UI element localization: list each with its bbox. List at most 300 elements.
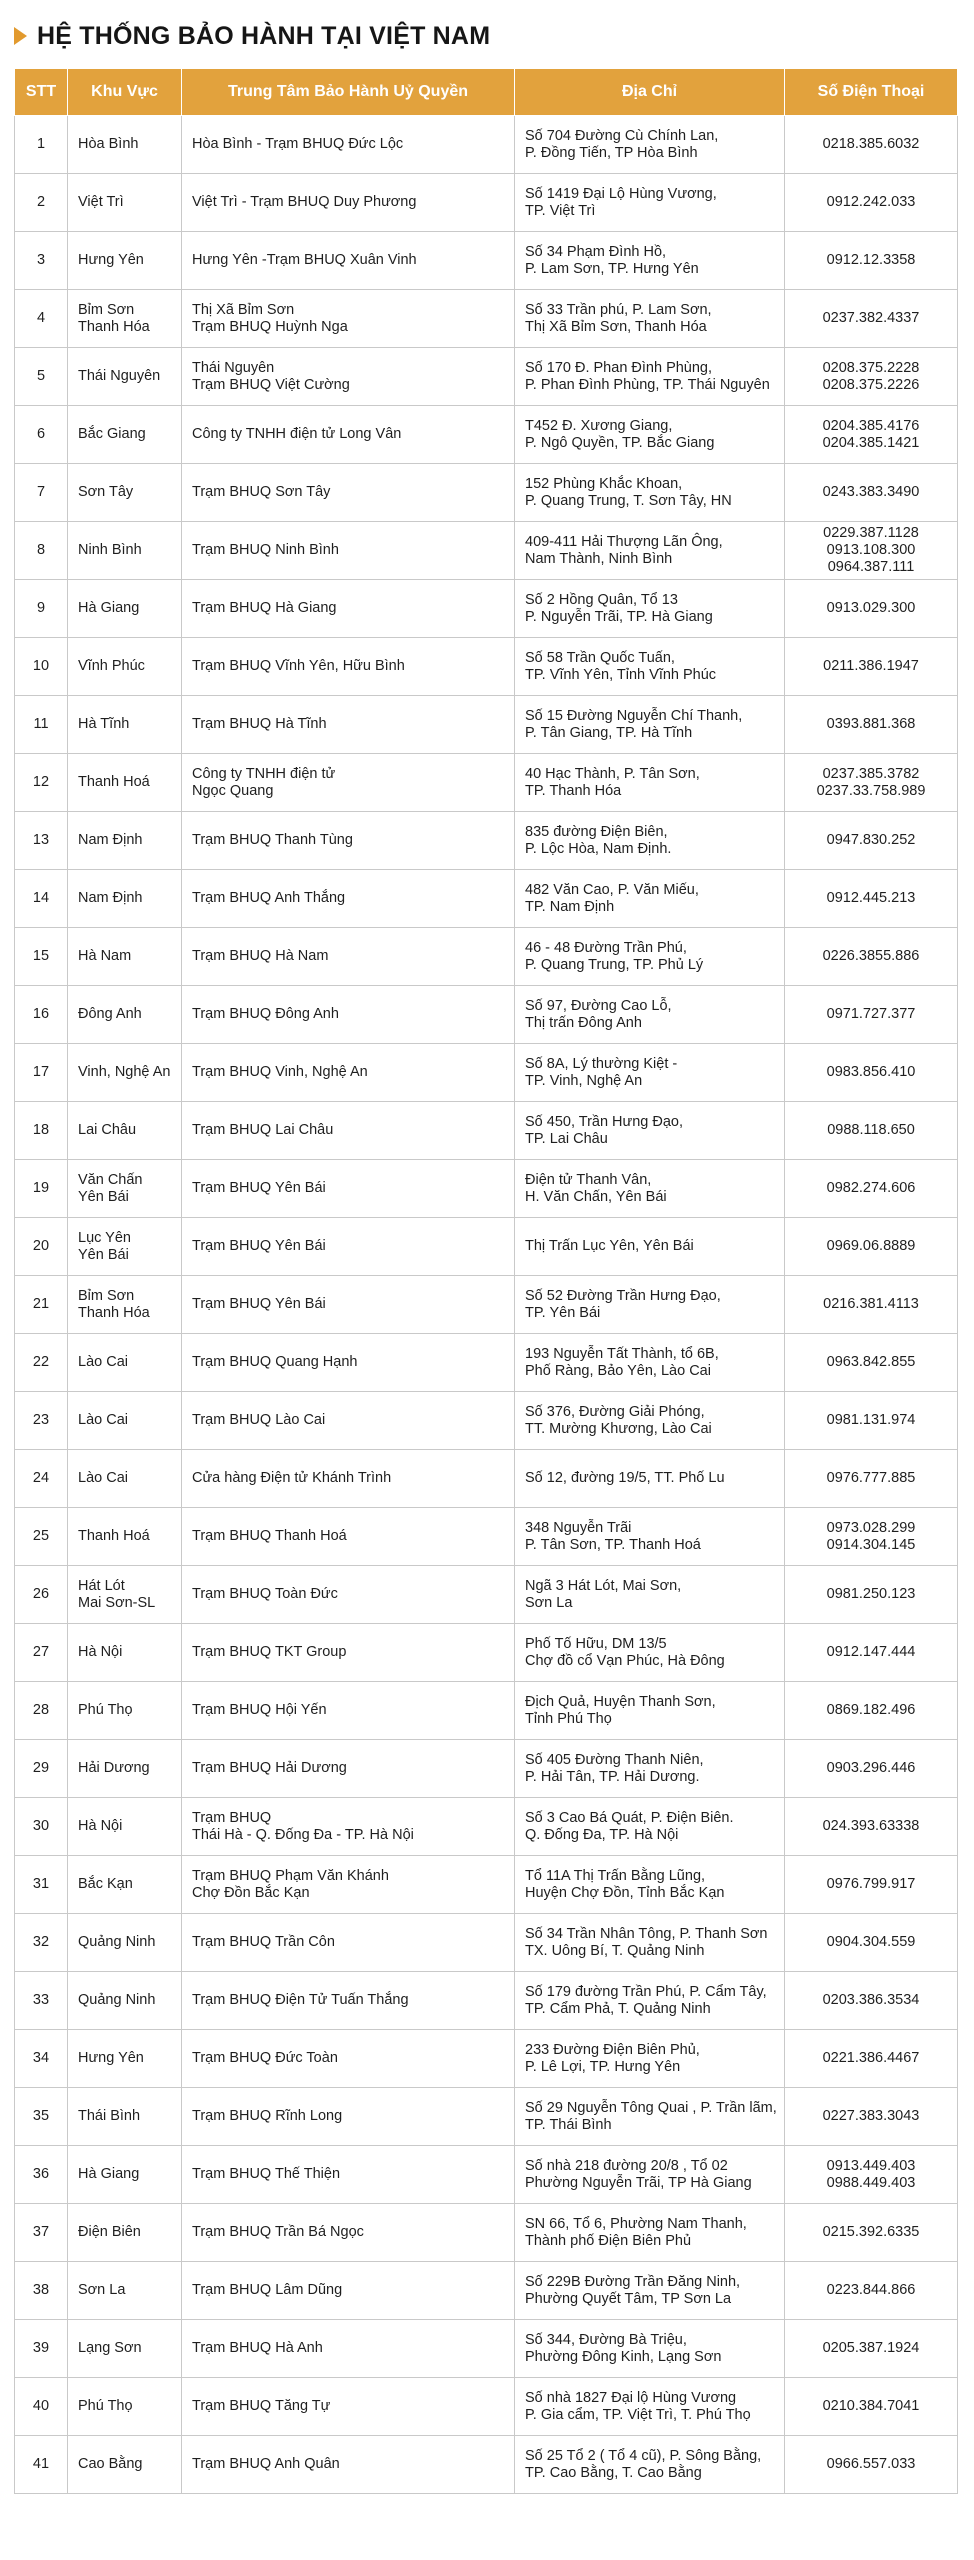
row-region (68, 1566, 182, 1624)
row-phone-line: 0204.385.1421 (822, 434, 920, 451)
row-region-line: Hà Nội (78, 1818, 123, 1834)
row-phone-line: 0226.3855.886 (822, 948, 920, 964)
row-address-line: Số 405 Đường Thanh Niên, (525, 1751, 704, 1768)
row-center (182, 1276, 515, 1334)
row-center (182, 754, 515, 812)
row-address-line: 348 Nguyễn Trãi (525, 1519, 632, 1536)
row-region-line: Bắc Giang (78, 426, 146, 442)
row-center (182, 1624, 515, 1682)
row-center-line: Trạm BHUQ Lai Châu (192, 1122, 334, 1138)
row-stt: 27 (15, 1624, 68, 1682)
row-address (515, 638, 785, 696)
row-phone (785, 580, 958, 638)
row-phone-line: 0208.375.2226 (822, 376, 920, 393)
table-body (15, 116, 958, 2494)
row-center-line: Trạm BHUQ TKT Group (192, 1644, 347, 1660)
row-region (68, 348, 182, 406)
row-region (68, 2204, 182, 2262)
row-stt: 35 (15, 2088, 68, 2146)
row-stt: 29 (15, 1740, 68, 1798)
row-region-line: Lạng Sơn (78, 2340, 142, 2356)
row-phone (785, 464, 958, 522)
row-region-line: Hà Giang (78, 2166, 140, 2182)
row-phone-line: 0913.449.403 (826, 2157, 916, 2174)
table-row (15, 1160, 958, 1218)
row-region-line: Lào Cai (78, 1470, 128, 1486)
row-region (68, 870, 182, 928)
row-center-line: Trạm BHUQ Thanh Tùng (192, 832, 353, 848)
row-address-line: TP. Vĩnh Yên, Tỉnh Vĩnh Phúc (525, 666, 717, 683)
row-center (182, 928, 515, 986)
row-phone (785, 754, 958, 812)
table-row (15, 1740, 958, 1798)
row-phone-line: 0912.147.444 (826, 1644, 916, 1660)
row-stt: 19 (15, 1160, 68, 1218)
row-stt: 4 (15, 290, 68, 348)
row-phone-line: 0869.182.496 (826, 1702, 916, 1718)
row-address-line: P. Nguyễn Trãi, TP. Hà Giang (525, 608, 713, 625)
row-address-line: Số 8A, Lý thường Kiệt - (525, 1055, 678, 1072)
row-phone-line: 0237.382.4337 (822, 310, 920, 326)
row-phone (785, 1334, 958, 1392)
row-stt: 9 (15, 580, 68, 638)
row-center (182, 1508, 515, 1566)
row-center (182, 2088, 515, 2146)
row-region (68, 2088, 182, 2146)
row-address (515, 174, 785, 232)
row-center-line: Trạm BHUQ Anh Thắng (192, 890, 346, 906)
row-phone-line: 0947.830.252 (826, 832, 916, 848)
row-phone (785, 2436, 958, 2494)
row-region-line: Thái Nguyên (78, 368, 161, 384)
row-address (515, 2030, 785, 2088)
row-address-line: Thị Xã Bỉm Sơn, Thanh Hóa (525, 318, 707, 335)
row-address (515, 1102, 785, 1160)
table-row (15, 348, 958, 406)
table-row (15, 522, 958, 580)
row-address-line: Số 704 Đường Cù Chính Lan, (525, 127, 719, 144)
row-center (182, 1334, 515, 1392)
row-center (182, 2146, 515, 2204)
row-stt: 6 (15, 406, 68, 464)
row-region (68, 2262, 182, 2320)
row-address-line: Phố Tố Hữu, DM 13/5 (525, 1635, 667, 1652)
row-phone-line: 0963.842.855 (826, 1354, 916, 1370)
table-row (15, 464, 958, 522)
row-stt: 39 (15, 2320, 68, 2378)
row-phone (785, 2146, 958, 2204)
row-phone-line: 0983.856.410 (826, 1064, 916, 1080)
row-address-line: Địch Quả, Huyện Thanh Sơn, (525, 1693, 716, 1710)
row-address-line: Số nhà 218 đường 20/8 , Tổ 02 (525, 2157, 728, 2174)
row-address-line: SN 66, Tổ 6, Phường Nam Thanh, (525, 2215, 747, 2232)
row-stt: 26 (15, 1566, 68, 1624)
row-phone (785, 1798, 958, 1856)
row-stt: 18 (15, 1102, 68, 1160)
row-address-line: Số 2 Hồng Quân, Tổ 13 (525, 591, 678, 608)
row-address (515, 2146, 785, 2204)
header-center: Trung Tâm Bảo Hành Uỷ Quyền (182, 69, 515, 116)
row-region-line: Mai Sơn-SL (78, 1594, 156, 1611)
row-address (515, 464, 785, 522)
row-address (515, 2320, 785, 2378)
row-phone (785, 2088, 958, 2146)
row-center (182, 1740, 515, 1798)
row-phone (785, 2320, 958, 2378)
table-row (15, 232, 958, 290)
row-address (515, 1450, 785, 1508)
row-address-line: P. Gia cẩm, TP. Việt Trì, T. Phú Thọ (525, 2406, 751, 2423)
row-phone (785, 696, 958, 754)
table-row (15, 406, 958, 464)
row-address-line: P. Lộc Hòa, Nam Định. (525, 840, 672, 857)
row-address (515, 1972, 785, 2030)
row-address (515, 580, 785, 638)
row-address-line: Số 179 đường Trần Phú, P. Cẩm Tây, (525, 1983, 767, 2000)
row-region (68, 522, 182, 580)
row-address-line: P. Tân Sơn, TP. Thanh Hoá (525, 1536, 701, 1553)
row-phone-line: 0988.118.650 (827, 1122, 915, 1138)
row-phone-line: 0204.385.4176 (822, 417, 920, 434)
row-phone-line: 0981.250.123 (826, 1586, 916, 1602)
row-phone (785, 232, 958, 290)
row-center-line: Trạm BHUQ Hội Yến (192, 1702, 327, 1718)
row-stt: 24 (15, 1450, 68, 1508)
row-address-line: Số 52 Đường Trần Hưng Đạo, (525, 1287, 721, 1304)
row-address-line: P. Quang Trung, TP. Phủ Lý (525, 956, 704, 973)
row-center-line: Trạm BHUQ Quang Hạnh (192, 1354, 358, 1370)
row-center-line: Trạm BHUQ Lâm Dũng (192, 2282, 343, 2298)
row-region (68, 1914, 182, 1972)
row-center-line: Trạm BHUQ Hải Dương (192, 1760, 347, 1776)
row-address-line: Phường Nguyễn Trãi, TP Hà Giang (525, 2174, 752, 2191)
row-address-line: Nam Thành, Ninh Bình (525, 550, 673, 567)
row-region (68, 2378, 182, 2436)
row-center (182, 174, 515, 232)
row-center (182, 1160, 515, 1218)
row-phone (785, 1392, 958, 1450)
row-address (515, 2378, 785, 2436)
row-phone-line: 024.393.63338 (822, 1818, 920, 1834)
row-region-line: Lào Cai (78, 1412, 128, 1428)
row-phone (785, 1450, 958, 1508)
row-phone-line: 0912.12.3358 (826, 252, 916, 268)
row-address-line: 40 Hạc Thành, P. Tân Sơn, (525, 765, 700, 782)
row-region-line: Hòa Bình (78, 136, 139, 152)
table-row (15, 290, 958, 348)
row-stt: 41 (15, 2436, 68, 2494)
table-row (15, 1508, 958, 1566)
row-phone-line: 0243.383.3490 (822, 484, 920, 500)
row-center (182, 2436, 515, 2494)
row-region-line: Thanh Hóa (78, 318, 150, 335)
row-phone (785, 1856, 958, 1914)
row-center-line: Trạm BHUQ Lào Cai (192, 1412, 326, 1428)
row-region-line: Thanh Hoá (78, 1528, 150, 1544)
row-phone-line: 0218.385.6032 (822, 136, 920, 152)
row-region-line: Ninh Bình (78, 542, 142, 558)
row-region-line: Hưng Yên (78, 252, 144, 268)
page-title: HỆ THỐNG BẢO HÀNH TẠI VIỆT NAM (37, 21, 491, 50)
row-phone (785, 1218, 958, 1276)
row-region (68, 1508, 182, 1566)
row-address-line: Số 15 Đường Nguyễn Chí Thanh, (525, 707, 743, 724)
row-address-line: P. Ngô Quyền, TP. Bắc Giang (525, 434, 715, 451)
table-row (15, 1798, 958, 1856)
row-center (182, 638, 515, 696)
row-stt: 11 (15, 696, 68, 754)
row-center-line: Trạm BHUQ Vinh, Nghệ An (192, 1064, 368, 1080)
row-phone-line: 0229.387.1128 (823, 525, 919, 541)
row-address-line: Số 34 Trần Nhân Tông, P. Thanh Sơn (525, 1925, 768, 1942)
row-address (515, 812, 785, 870)
row-center-line: Ngọc Quang (192, 782, 274, 799)
row-address (515, 1044, 785, 1102)
row-address (515, 1682, 785, 1740)
row-phone-line: 0223.844.866 (826, 2282, 916, 2298)
row-address-line: 152 Phùng Khắc Khoan, (525, 475, 683, 492)
row-phone-line: 0913.029.300 (826, 600, 916, 616)
row-phone (785, 522, 958, 580)
row-region (68, 1334, 182, 1392)
row-region-line: Thái Bình (78, 2108, 141, 2124)
table-row (15, 174, 958, 232)
row-center (182, 2320, 515, 2378)
row-address-line: TP. Yên Bái (525, 1304, 601, 1321)
row-stt: 36 (15, 2146, 68, 2204)
table-row (15, 580, 958, 638)
row-region (68, 1798, 182, 1856)
row-region (68, 1682, 182, 1740)
row-address-line: TP. Việt Trì (525, 202, 596, 219)
row-center (182, 986, 515, 1044)
row-address-line: Số 97, Đường Cao Lỗ, (525, 997, 672, 1014)
table-row (15, 638, 958, 696)
row-address (515, 1798, 785, 1856)
row-region-line: Nam Định (78, 832, 143, 848)
row-phone (785, 348, 958, 406)
row-address (515, 348, 785, 406)
table-row (15, 2262, 958, 2320)
row-phone (785, 1508, 958, 1566)
row-center (182, 232, 515, 290)
table-row (15, 1334, 958, 1392)
row-stt: 38 (15, 2262, 68, 2320)
table-row (15, 986, 958, 1044)
row-region-line: Sơn Tây (78, 484, 134, 500)
row-address (515, 1334, 785, 1392)
row-stt: 37 (15, 2204, 68, 2262)
row-address-line: 409-411 Hải Thượng Lãn Ông, (525, 533, 723, 550)
row-phone-line: 0237.385.3782 (822, 765, 920, 782)
table-row (15, 1276, 958, 1334)
table-row (15, 1566, 958, 1624)
table-row (15, 696, 958, 754)
row-address-line: TP. Lai Châu (525, 1130, 608, 1147)
row-phone (785, 290, 958, 348)
row-stt: 40 (15, 2378, 68, 2436)
row-phone (785, 1044, 958, 1102)
row-region (68, 1276, 182, 1334)
row-address-line: Số 33 Trần phú, P. Lam Sơn, (525, 301, 712, 318)
row-region-line: Văn Chấn (78, 1171, 143, 1188)
row-center-line: Trạm BHUQ Yên Bái (192, 1296, 326, 1312)
row-phone-line: 0971.727.377 (826, 1006, 916, 1022)
row-phone (785, 2378, 958, 2436)
row-region (68, 290, 182, 348)
row-phone-line: 0982.274.606 (826, 1180, 916, 1196)
row-center-line: Trạm BHUQ Anh Quân (192, 2456, 340, 2472)
table-row (15, 1624, 958, 1682)
row-region (68, 754, 182, 812)
row-address-line: 835 đường Điện Biên, (525, 823, 668, 840)
warranty-table (14, 68, 958, 2494)
row-region (68, 638, 182, 696)
row-region (68, 1392, 182, 1450)
row-center-line: Trạm BHUQ Rĩnh Long (192, 2108, 343, 2124)
row-center-line: Thái Hà - Q. Đống Đa - TP. Hà Nội (192, 1826, 414, 1843)
row-phone-line: 0216.381.4113 (823, 1296, 919, 1312)
row-stt: 8 (15, 522, 68, 580)
row-phone (785, 2204, 958, 2262)
row-phone (785, 2262, 958, 2320)
row-address (515, 986, 785, 1044)
table-row (15, 1218, 958, 1276)
table-header-row (15, 69, 958, 116)
row-address-line: Tỉnh Phú Thọ (525, 1710, 612, 1727)
row-address-line: P. Lê Lợi, TP. Hưng Yên (525, 2058, 681, 2075)
row-phone-line: 0903.296.446 (826, 1760, 916, 1776)
row-region (68, 2146, 182, 2204)
row-center-line: Trạm BHUQ Thanh Hoá (192, 1528, 347, 1544)
row-center-line: Trạm BHUQ Phạm Văn Khánh (192, 1867, 389, 1884)
row-stt: 22 (15, 1334, 68, 1392)
row-phone (785, 1566, 958, 1624)
row-phone (785, 1682, 958, 1740)
row-address-line: P. Phan Đình Phùng, TP. Thái Nguyên (525, 376, 770, 393)
row-region (68, 1624, 182, 1682)
row-region (68, 2030, 182, 2088)
row-phone-line: 0966.557.033 (826, 2456, 916, 2472)
row-center (182, 2378, 515, 2436)
row-phone (785, 1276, 958, 1334)
row-stt: 30 (15, 1798, 68, 1856)
row-phone-line: 0221.386.4467 (822, 2050, 920, 2066)
row-phone (785, 1624, 958, 1682)
row-center (182, 1102, 515, 1160)
row-address-line: Điện tử Thanh Vân, (525, 1171, 652, 1188)
row-phone (785, 406, 958, 464)
title-bar (14, 18, 490, 54)
row-phone-line: 0981.131.974 (826, 1412, 916, 1428)
row-address-line: Phường Đông Kinh, Lạng Sơn (525, 2348, 722, 2365)
row-region-line: Thanh Hoá (78, 774, 150, 790)
row-region (68, 1740, 182, 1798)
row-region (68, 986, 182, 1044)
row-address-line: Số 3 Cao Bá Quát, P. Điện Biên. (525, 1809, 734, 1826)
row-region-line: Quảng Ninh (78, 1992, 156, 2008)
row-address-line: TT. Mường Khương, Lào Cai (525, 1420, 712, 1437)
row-region-line: Hưng Yên (78, 2050, 144, 2066)
row-stt: 3 (15, 232, 68, 290)
row-address-line: Tổ 11A Thị Trấn Bằng Lũng, (525, 1867, 706, 1884)
table-row (15, 2146, 958, 2204)
row-phone-line: 0237.33.758.989 (816, 782, 926, 799)
row-center-line: Hòa Bình - Trạm BHUQ Đức Lộc (192, 136, 404, 152)
row-stt: 31 (15, 1856, 68, 1914)
row-stt: 7 (15, 464, 68, 522)
row-region-line: Nam Định (78, 890, 143, 906)
row-address-line: Phường Quyết Tâm, TP Sơn La (525, 2290, 732, 2307)
table-row (15, 812, 958, 870)
row-stt: 33 (15, 1972, 68, 2030)
row-address-line: Số nhà 1827 Đại lộ Hùng Vương (525, 2389, 737, 2406)
row-address-line: TX. Uông Bí, T. Quảng Ninh (525, 1942, 705, 1959)
row-region-line: Phú Thọ (78, 2398, 133, 2414)
row-region (68, 464, 182, 522)
table-row (15, 1450, 958, 1508)
row-phone (785, 1160, 958, 1218)
row-center (182, 2204, 515, 2262)
row-address (515, 1624, 785, 1682)
row-phone (785, 1740, 958, 1798)
row-address (515, 1276, 785, 1334)
row-region-line: Bỉm Sơn (78, 1287, 135, 1304)
row-address-line: Sơn La (525, 1594, 573, 1611)
row-center-line: Trạm BHUQ Hà Nam (192, 948, 329, 964)
row-address-line: TP. Cao Bằng, T. Cao Bằng (525, 2464, 702, 2481)
table-row (15, 870, 958, 928)
row-address-line: TP. Vinh, Nghệ An (525, 1072, 643, 1089)
row-region (68, 696, 182, 754)
row-center-line: Trạm BHUQ Hà Tĩnh (192, 716, 327, 732)
row-center (182, 1450, 515, 1508)
row-phone-line: 0914.304.145 (826, 1536, 916, 1553)
row-center-line: Trạm BHUQ Việt Cường (192, 376, 350, 393)
row-center-line: Trạm BHUQ Thế Thiện (192, 2166, 341, 2182)
row-address (515, 754, 785, 812)
row-phone-line: 0976.799.917 (826, 1876, 916, 1892)
row-address-line: P. Hải Tân, TP. Hải Dương. (525, 1768, 700, 1785)
row-stt: 20 (15, 1218, 68, 1276)
row-stt: 10 (15, 638, 68, 696)
row-center (182, 1682, 515, 1740)
row-phone (785, 870, 958, 928)
row-phone-line: 0215.392.6335 (822, 2224, 920, 2240)
row-phone-line: 0969.06.8889 (826, 1238, 916, 1254)
row-center-line: Hưng Yên -Trạm BHUQ Xuân Vinh (192, 252, 417, 268)
row-region (68, 2436, 182, 2494)
row-region (68, 406, 182, 464)
row-region-line: Cao Bằng (78, 2456, 143, 2472)
row-region-line: Hà Nam (78, 948, 132, 964)
row-address (515, 406, 785, 464)
row-center-line: Trạm BHUQ Trần Côn (192, 1934, 335, 1950)
row-phone-line: 0203.386.3534 (822, 1992, 920, 2008)
row-center (182, 2262, 515, 2320)
row-address-line: P. Đồng Tiến, TP Hòa Bình (525, 144, 698, 161)
row-address (515, 1914, 785, 1972)
row-center-line: Trạm BHUQ (192, 1809, 272, 1826)
row-center-line: Trạm BHUQ Điện Tử Tuấn Thắng (192, 1992, 409, 2008)
row-address (515, 1740, 785, 1798)
row-address-line: P. Quang Trung, T. Sơn Tây, HN (525, 492, 732, 509)
table-row (15, 928, 958, 986)
row-address-line: Số 344, Đường Bà Triệu, (525, 2331, 687, 2348)
table-row (15, 2088, 958, 2146)
row-region (68, 1218, 182, 1276)
row-center (182, 1972, 515, 2030)
